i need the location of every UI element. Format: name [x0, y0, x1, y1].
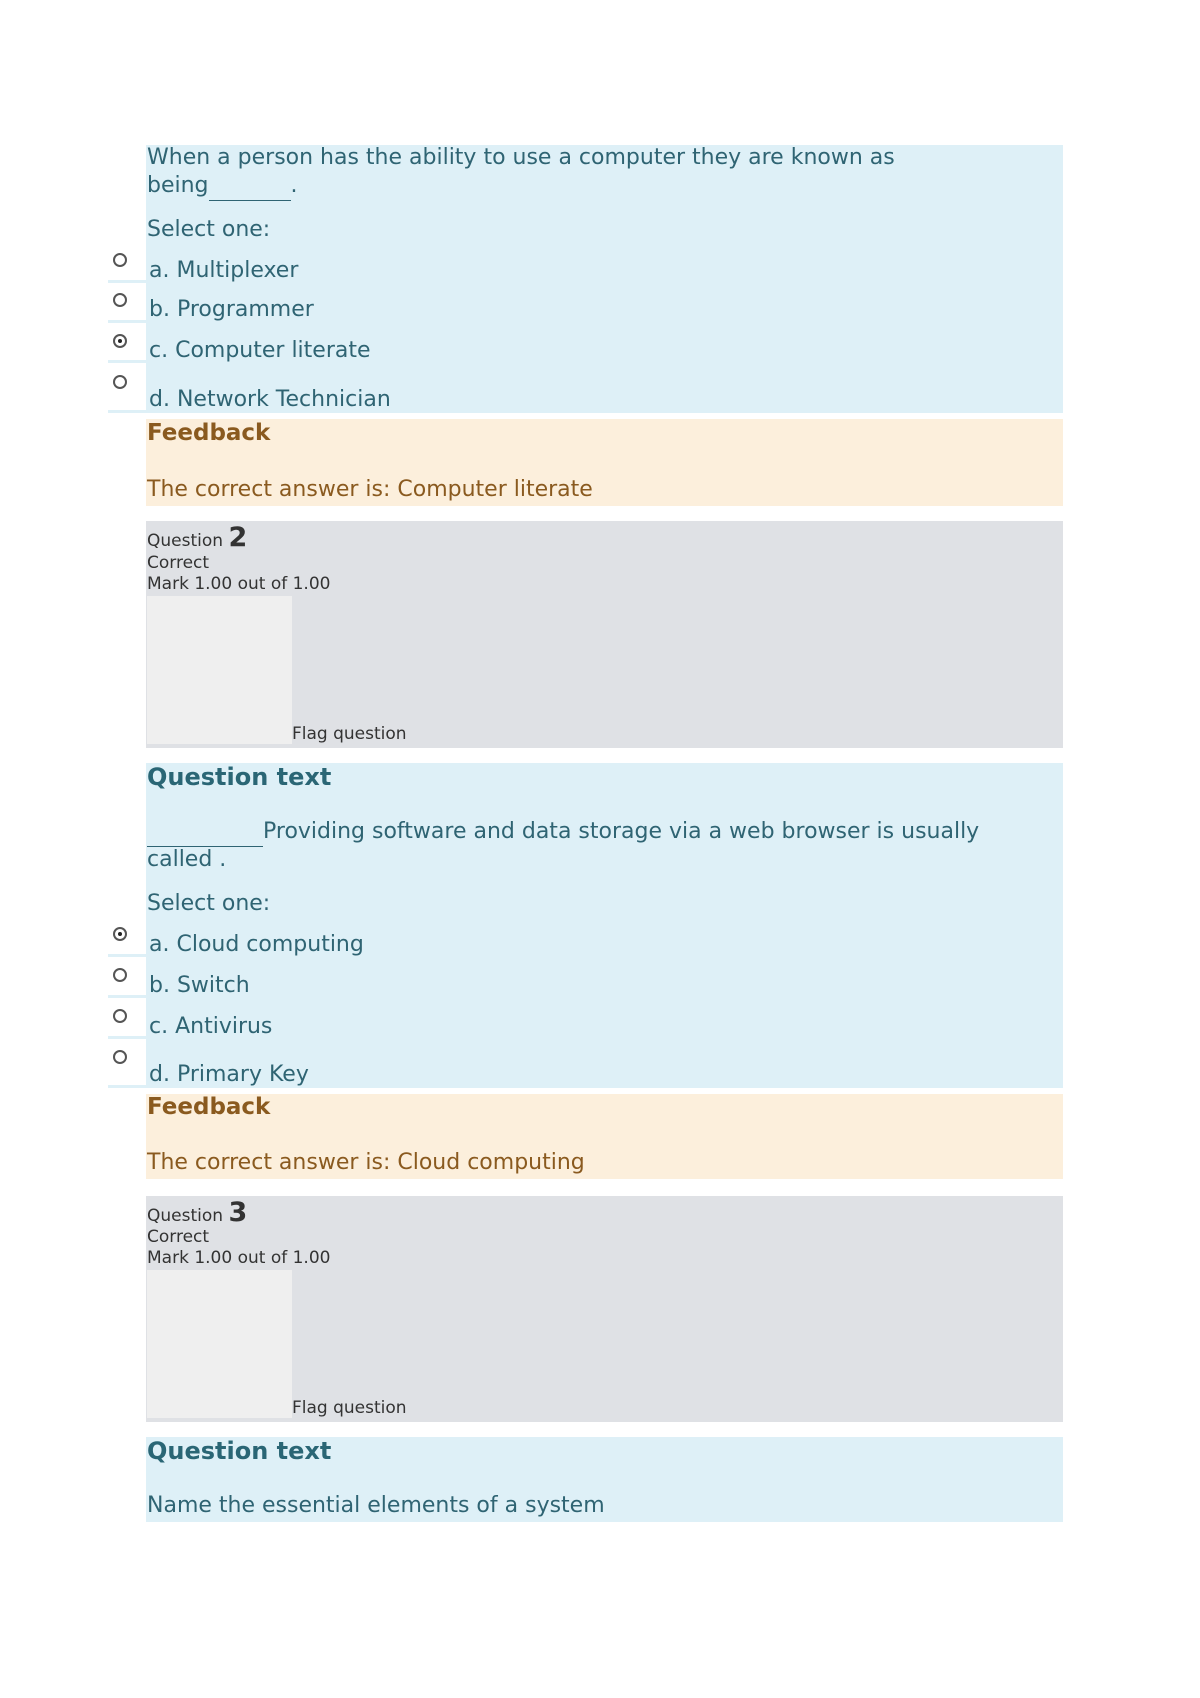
q2-answer-blank: [147, 818, 263, 847]
q2-question-number: [147, 522, 247, 553]
q1-radio-strip: [108, 410, 146, 413]
q2-option-c-radio[interactable]: [113, 1009, 127, 1023]
q1-radio-strip: [108, 320, 146, 323]
q2-option-d-label[interactable]: d. Primary Key: [149, 1062, 309, 1087]
q1-option-d-radio[interactable]: [113, 375, 127, 389]
q2-text-line1: [147, 818, 979, 847]
q3-question-prefix: Question: [147, 1206, 224, 1226]
q1-radio-strip: [108, 360, 146, 363]
q1-answer-blank: [209, 172, 291, 201]
q2-question-number-value: 2: [228, 522, 248, 553]
q1-option-a-label[interactable]: a. Multiplexer: [149, 258, 299, 283]
q1-text-line2-start: being: [147, 173, 209, 198]
q3-question-text-heading: Question text: [147, 1437, 332, 1465]
q2-radio-strip: [108, 1036, 146, 1039]
q2-radio-strip: [108, 954, 146, 957]
q1-radio-strip: [108, 280, 146, 283]
q1-option-b-radio[interactable]: [113, 293, 127, 307]
q1-option-b-label[interactable]: b. Programmer: [149, 297, 314, 322]
q1-text-line1: When a person has the ability to use a computer they are known as: [147, 145, 895, 170]
q2-select-one-label: Select one:: [147, 891, 271, 916]
q2-feedback-title: Feedback: [147, 1094, 271, 1120]
q2-feedback-text: The correct answer is: Cloud computing: [147, 1150, 585, 1175]
q2-option-c-label[interactable]: c. Antivirus: [149, 1014, 273, 1039]
q2-option-b-radio[interactable]: [113, 968, 127, 982]
q3-flag-question-link[interactable]: Flag question: [292, 1398, 407, 1418]
q3-flag-area: [147, 1270, 292, 1418]
q1-option-c-radio[interactable]: [113, 334, 127, 348]
q2-question-prefix: Question: [147, 531, 224, 551]
q3-question-number: [147, 1197, 247, 1228]
q3-mark: Mark 1.00 out of 1.00: [147, 1248, 331, 1268]
q1-select-one-label: Select one:: [147, 217, 271, 242]
q3-question-number-value: 3: [228, 1197, 248, 1228]
q2-text-line2: called .: [147, 847, 227, 872]
q1-feedback-text: The correct answer is: Computer literate: [147, 477, 593, 502]
q2-option-b-label[interactable]: b. Switch: [149, 973, 250, 998]
q2-flag-area: [147, 596, 292, 744]
q2-radio-strip: [108, 1085, 146, 1088]
q1-option-a-radio[interactable]: [113, 253, 127, 267]
q2-question-text-heading: Question text: [147, 763, 332, 791]
q2-status: Correct: [147, 553, 210, 573]
q1-option-c-label[interactable]: c. Computer literate: [149, 338, 371, 363]
q2-flag-question-link[interactable]: Flag question: [292, 724, 407, 744]
q1-option-d-label[interactable]: d. Network Technician: [149, 387, 391, 412]
q3-status: Correct: [147, 1227, 210, 1247]
q1-text-line2: [147, 172, 298, 201]
q1-text-line2-end: .: [290, 173, 298, 198]
q2-option-d-radio[interactable]: [113, 1050, 127, 1064]
q2-radio-strip: [108, 995, 146, 998]
q2-text-line1-content: Providing software and data storage via a web browser is usually: [263, 819, 980, 844]
q3-question-text: Name the essential elements of a system: [147, 1493, 605, 1518]
q2-question-box: [146, 763, 1063, 1088]
q2-mark: Mark 1.00 out of 1.00: [147, 574, 331, 594]
q2-option-a-label[interactable]: a. Cloud computing: [149, 932, 364, 957]
q2-option-a-radio[interactable]: [113, 927, 127, 941]
q1-feedback-title: Feedback: [147, 420, 271, 446]
